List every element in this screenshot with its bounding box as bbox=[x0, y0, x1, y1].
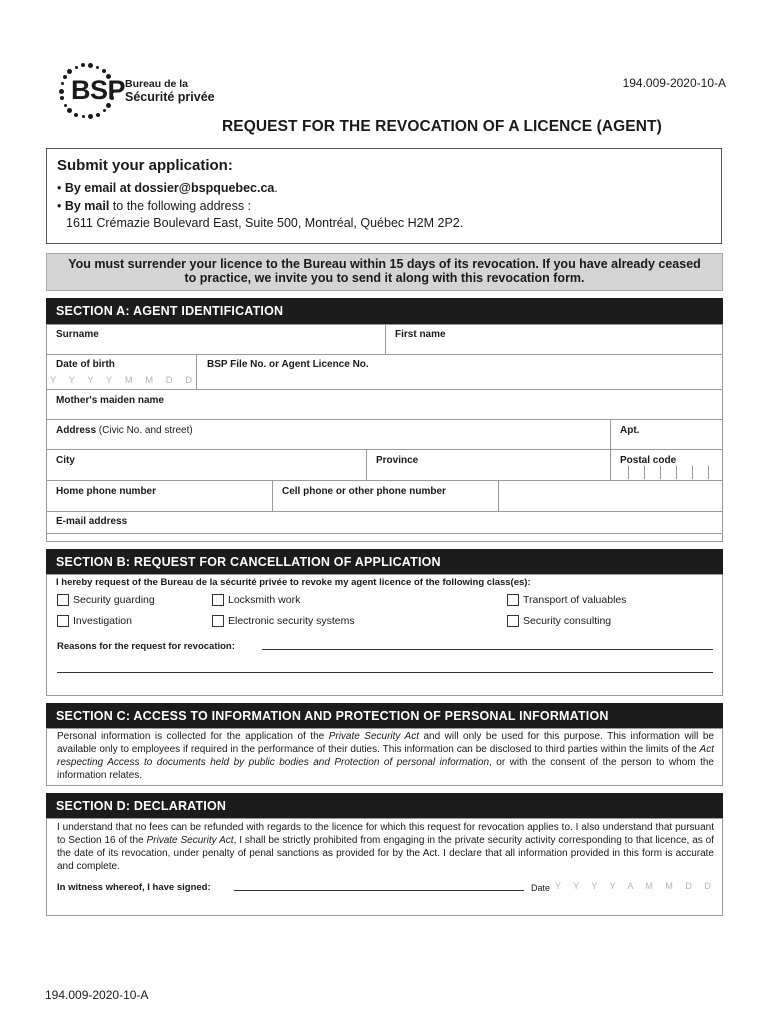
section-b-intro: I hereby request of the Bureau de la sécurité privée to revoke my agent licence of the following class(es): bbox=[56, 577, 531, 588]
email-period: . bbox=[274, 181, 278, 195]
logo-dot bbox=[64, 104, 67, 107]
logo-dot bbox=[82, 115, 85, 118]
mail-address: 1611 Crémazie Boulevard East, Suite 500, Montréal, Québec H2M 2P2. bbox=[66, 216, 464, 230]
checkbox-security-consulting[interactable] bbox=[507, 615, 519, 627]
logo-dot bbox=[88, 114, 93, 119]
class-label-electronic: Electronic security systems bbox=[228, 615, 355, 627]
page-title: REQUEST FOR THE REVOCATION OF A LICENCE (AGENT) bbox=[222, 118, 662, 135]
notice-text: You must surrender your licence to the Bureau within 15 days of its revocation. If you have already ceased to practice, we invite you to send it along with this revocation form. bbox=[68, 257, 701, 285]
logo-dot bbox=[67, 69, 72, 74]
logo-dot bbox=[63, 75, 67, 79]
class-label-transport: Transport of valuables bbox=[523, 594, 627, 606]
first-name-label: First name bbox=[395, 329, 446, 340]
section-d-text: I understand that no fees can be refunded with regards to the licence for which this request for revocation applies to. I also understand that pursuant to Section 16 of the Private Security Act, I shall be strictly prohibited from engaging in the private security activity corresponding to that licence, as of the date of its revocation, under penalty of penal sanctions as provided for by the Act. I declare that all information provided in this form is accurate and complete. bbox=[57, 822, 714, 872]
logo-dot bbox=[96, 66, 99, 69]
email-field[interactable] bbox=[46, 511, 723, 542]
checkbox-investigation[interactable] bbox=[57, 615, 69, 627]
logo-dot bbox=[74, 113, 78, 117]
section-a-header: SECTION A: AGENT IDENTIFICATION bbox=[46, 298, 723, 324]
logo-dot bbox=[60, 96, 64, 100]
reasons-line-1[interactable] bbox=[262, 649, 713, 650]
file-no-label: BSP File No. or Agent Licence No. bbox=[207, 359, 369, 370]
dob-placeholder: Y Y Y Y M M D D bbox=[50, 375, 198, 386]
signature-date-field[interactable]: Y Y Y Y A M M D D bbox=[555, 881, 716, 891]
class-label-consulting: Security consulting bbox=[523, 615, 612, 627]
checkbox-security-guarding[interactable] bbox=[57, 594, 69, 606]
form-number-top: 194.009-2020-10-A bbox=[622, 76, 726, 90]
submit-email-line: • By email at dossier@bspquebec.ca. bbox=[57, 181, 278, 195]
submit-mail-line: • By mail to the following address : bbox=[57, 199, 252, 213]
city-field[interactable] bbox=[46, 449, 367, 481]
cell-phone-label: Cell phone or other phone number bbox=[282, 486, 446, 497]
logo-dot bbox=[67, 108, 72, 113]
checkbox-electronic-security[interactable] bbox=[212, 615, 224, 627]
dob-label: Date of birth bbox=[56, 359, 115, 370]
section-c-text: Personal information is collected for the application of the Private Security Act and will only be used for this purpose. This information will be available only to employees if required in the performance of their duties. This information can be disclosed to third parties within the limits of the Act respecting Access to documents held by public bodies and Protection of personal information, or with the consent of the person to whom the information relates. bbox=[57, 731, 714, 781]
submit-instructions-box bbox=[46, 148, 722, 244]
submit-heading: Submit your application: bbox=[57, 157, 233, 174]
reasons-label: Reasons for the request for revocation: bbox=[57, 641, 235, 652]
signature-label: In witness whereof, I have signed: bbox=[57, 882, 211, 893]
logo-dot bbox=[102, 69, 106, 73]
apt-label: Apt. bbox=[620, 425, 640, 436]
province-label: Province bbox=[376, 455, 419, 466]
section-c-header: SECTION C: ACCESS TO INFORMATION AND PROTECTION OF PERSONAL INFORMATION bbox=[46, 703, 723, 729]
reasons-line-2[interactable] bbox=[57, 672, 713, 673]
section-b-box bbox=[46, 574, 723, 696]
logo-dot bbox=[103, 109, 106, 112]
cell-phone-field[interactable] bbox=[498, 480, 723, 512]
mail-rest: to the following address : bbox=[109, 199, 252, 213]
logo-dot bbox=[59, 89, 64, 94]
email-instruction: By email at dossier@bspquebec.ca bbox=[64, 181, 275, 195]
section-b-header: SECTION B: REQUEST FOR CANCELLATION OF APPLICATION bbox=[46, 549, 723, 575]
checkbox-transport-of-valuables[interactable] bbox=[507, 594, 519, 606]
surname-label: Surname bbox=[56, 329, 99, 340]
class-label-investigation: Investigation bbox=[73, 615, 132, 627]
date-label: Date bbox=[531, 883, 551, 893]
mail-label: By mail bbox=[64, 199, 110, 213]
logo-dot bbox=[75, 66, 78, 69]
signature-line[interactable] bbox=[234, 890, 524, 891]
logo-line1: Bureau de la bbox=[125, 78, 189, 90]
home-phone-label: Home phone number bbox=[56, 486, 157, 497]
bsp-logo bbox=[55, 58, 235, 124]
form-number-bottom: 194.009-2020-10-A bbox=[45, 988, 149, 1002]
class-label-security-guarding: Security guarding bbox=[73, 594, 155, 606]
maiden-label: Mother's maiden name bbox=[56, 395, 164, 406]
logo-abbr: BSP bbox=[71, 75, 126, 105]
notice-box bbox=[46, 253, 723, 291]
checkbox-locksmith-work[interactable] bbox=[212, 594, 224, 606]
address-label: Address (Civic No. and street) bbox=[56, 425, 193, 436]
section-d-header: SECTION D: DECLARATION bbox=[46, 793, 723, 819]
logo-dot bbox=[81, 63, 85, 67]
logo-line2: Sécurité privée bbox=[125, 90, 215, 104]
email-label: E-mail address bbox=[56, 516, 128, 527]
class-label-locksmith-work: Locksmith work bbox=[228, 594, 301, 606]
postal-label: Postal code bbox=[620, 455, 677, 466]
logo-dot bbox=[96, 113, 100, 117]
logo-dot bbox=[88, 63, 93, 68]
city-label: City bbox=[56, 455, 75, 466]
logo-dot bbox=[61, 82, 64, 85]
